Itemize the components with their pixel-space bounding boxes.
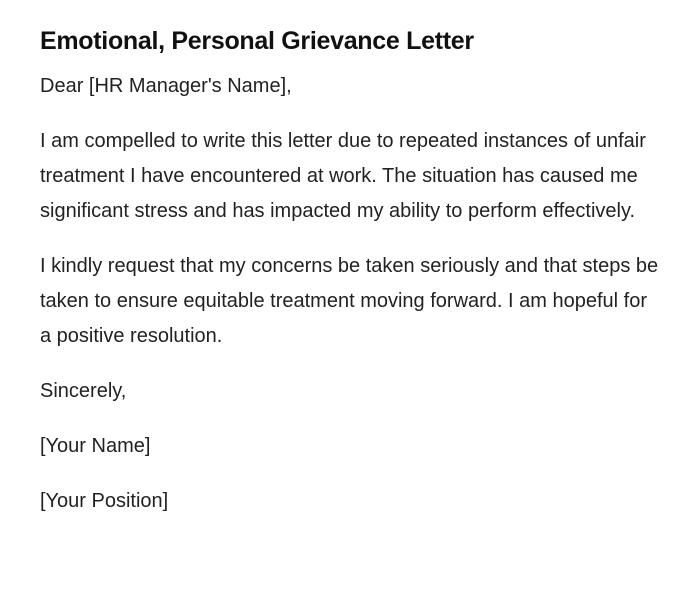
body-paragraph-2: I kindly request that my concerns be taken seriously and that steps be taken to ensure equitable treatment moving forward. I am hopeful for a positive resolution. xyxy=(40,255,659,347)
signature-name: [Your Name] xyxy=(40,435,151,457)
signature-position: [Your Position] xyxy=(40,490,169,512)
body-paragraph-1: I am compelled to write this letter due to repeated instances of unfair treatment I have encountered at work. The situation has caused me significant stress and has impacted my ability to perform effectively. xyxy=(40,130,646,222)
salutation: Dear [HR Manager's Name], xyxy=(40,75,292,97)
letter xyxy=(40,24,660,519)
closing: Sincerely, xyxy=(40,380,127,402)
letter-title: Emotional, Personal Grievance Letter xyxy=(40,27,474,55)
